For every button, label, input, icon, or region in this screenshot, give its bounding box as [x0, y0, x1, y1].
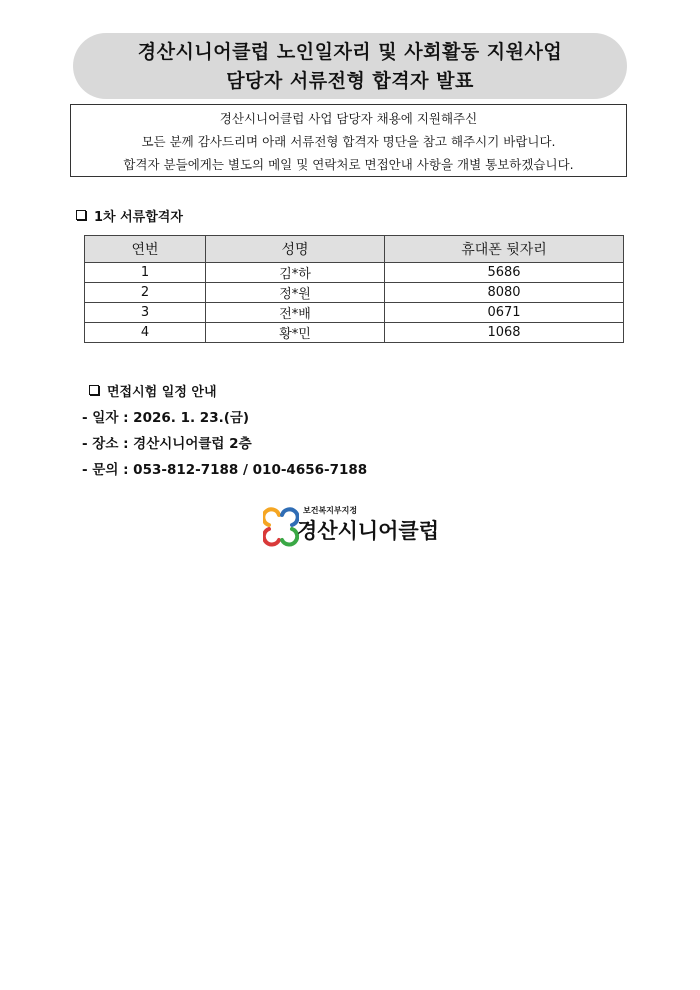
- interview-date: - 일자 : 2026. 1. 23.(금): [82, 410, 250, 426]
- page-title-line1: 경산시니어클럽 노인일자리 및 사회활동 지원사업: [137, 41, 563, 63]
- intro-line1: 경산시니어클럽 사업 담당자 채용에 지원해주신: [219, 111, 478, 126]
- interview-place: - 장소 : 경산시니어클럽 2층: [82, 436, 252, 452]
- checkbox-square-icon: [89, 385, 99, 395]
- table-row: [85, 283, 624, 303]
- intro-line3: 합격자 분들에게는 별도의 메일 및 연락처로 면접안내 사항을 개별 통보하겠습니다.: [123, 157, 574, 172]
- table-row: [85, 263, 624, 283]
- logo-name: 경산시니어클럽: [297, 519, 440, 543]
- cell-phone: 5686: [385, 263, 624, 283]
- cell-number: 2: [85, 283, 206, 303]
- cell-phone: 8080: [385, 283, 624, 303]
- table-row: [85, 323, 624, 343]
- cell-name: 전*배: [206, 303, 385, 323]
- page-title-line2: 담당자 서류전형 합격자 발표: [226, 70, 474, 92]
- cell-phone: 0671: [385, 303, 624, 323]
- cell-name: 황*민: [206, 323, 385, 343]
- header-name: 성명: [206, 236, 385, 263]
- cell-number: 1: [85, 263, 206, 283]
- header-phone: 휴대폰 뒷자리: [385, 236, 624, 263]
- cell-number: 3: [85, 303, 206, 323]
- title-banner: [73, 33, 627, 99]
- cell-name: 김*하: [206, 263, 385, 283]
- intro-line2: 모든 분께 감사드리며 아래 서류전형 합격자 명단을 참고 해주시기 바랍니다.: [141, 134, 556, 149]
- logo-subtitle: 보건복지부지정: [303, 506, 358, 515]
- cell-name: 정*원: [206, 283, 385, 303]
- checkbox-square-icon: [76, 210, 86, 220]
- header-number: 연번: [85, 236, 206, 263]
- logo: [263, 505, 443, 547]
- logo-flower-icon: [263, 507, 299, 547]
- passers-table: [84, 235, 624, 343]
- interview-contact: - 문의 : 053-812-7188 / 010-4656-7188: [82, 462, 368, 478]
- intro-box: [70, 104, 627, 177]
- section-heading-passers: [76, 206, 183, 225]
- section-heading-interview: [89, 381, 217, 400]
- table-header-row: [85, 236, 624, 263]
- section-heading-text: 1차 서류합격자: [94, 210, 183, 225]
- cell-phone: 1068: [385, 323, 624, 343]
- cell-number: 4: [85, 323, 206, 343]
- section-heading-text: 면접시험 일정 안내: [107, 385, 217, 400]
- table-row: [85, 303, 624, 323]
